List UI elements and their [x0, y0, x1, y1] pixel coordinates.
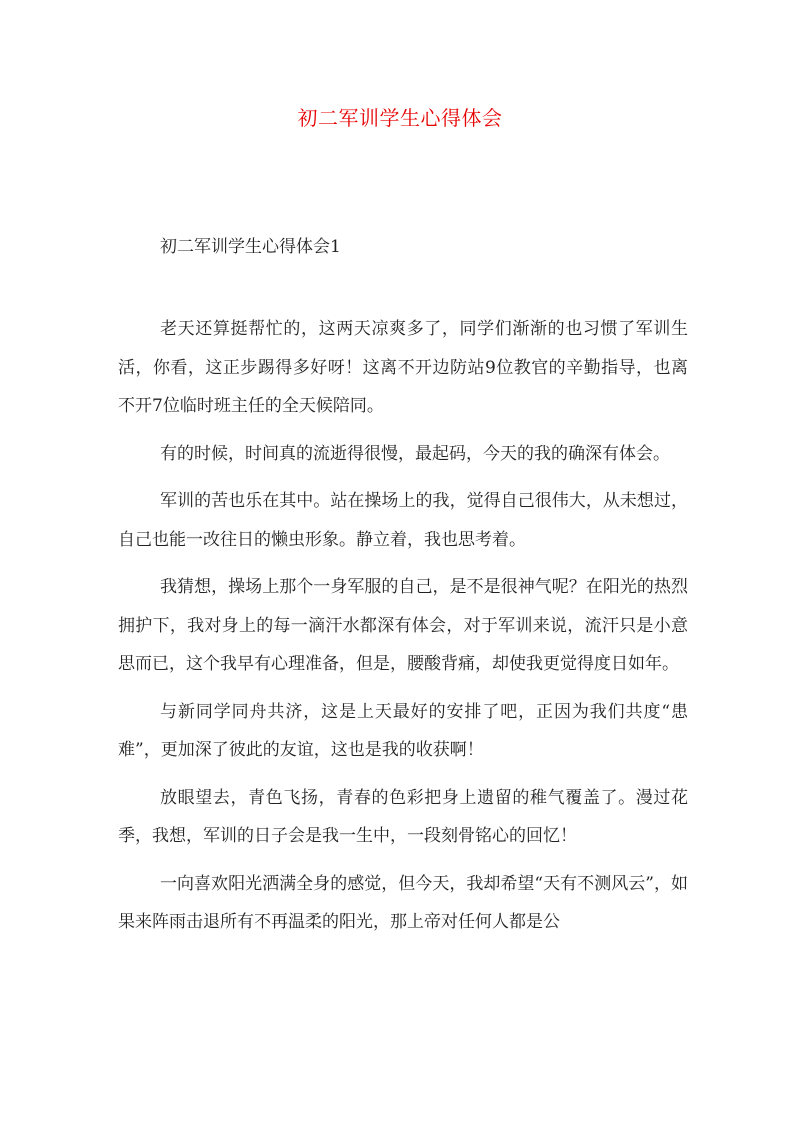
paragraph: 一向喜欢阳光洒满全身的感觉，但今天，我却希望“天有不测风云”，如果来阵雨击退所有不再温柔的阳光，那上帝对任何人都是公 [118, 873, 688, 932]
document-title: 初二军训学生心得体会 [297, 106, 503, 130]
paragraph: 放眼望去，青色飞扬，青春的色彩把身上遗留的稚气覆盖了。漫过花季，我想，军训的日子会是我一生中，一段刻骨铭心的回忆！ [118, 787, 688, 846]
paragraph: 与新同学同舟共济，这是上天最好的安排了吧，正因为我们共度“患难”，更加深了彼此的友谊，这也是我的收获啊！ [118, 701, 688, 760]
document-body [118, 310, 688, 951]
paragraph: 有的时候，时间真的流逝得很慢，最起码，今天的我的确深有体会。 [160, 443, 670, 464]
paragraph: 军训的苦也乐在其中。站在操场上的我，觉得自己很伟大，从未想过，自己也能一改往日的懒虫形象。静立着，我也思考着。 [118, 491, 688, 550]
paragraph: 我猜想，操场上那个一身军服的自己，是不是很神气呢？在阳光的热烈拥护下，我对身上的每一滴汗水都深有体会，对于军训来说，流汗只是小意思而已，这个我早有心理准备，但是，腰酸背痛，却使我更觉得度日如年。 [118, 577, 688, 674]
paragraph: 老天还算挺帮忙的，这两天凉爽多了，同学们渐渐的也习惯了军训生活，你看，这正步踢得多好呀！这离不开边防站9位教官的辛勤指导，也离不开7位临时班主任的全天候陪同。 [118, 319, 688, 416]
section-heading: 初二军训学生心得体会1 [160, 237, 341, 257]
